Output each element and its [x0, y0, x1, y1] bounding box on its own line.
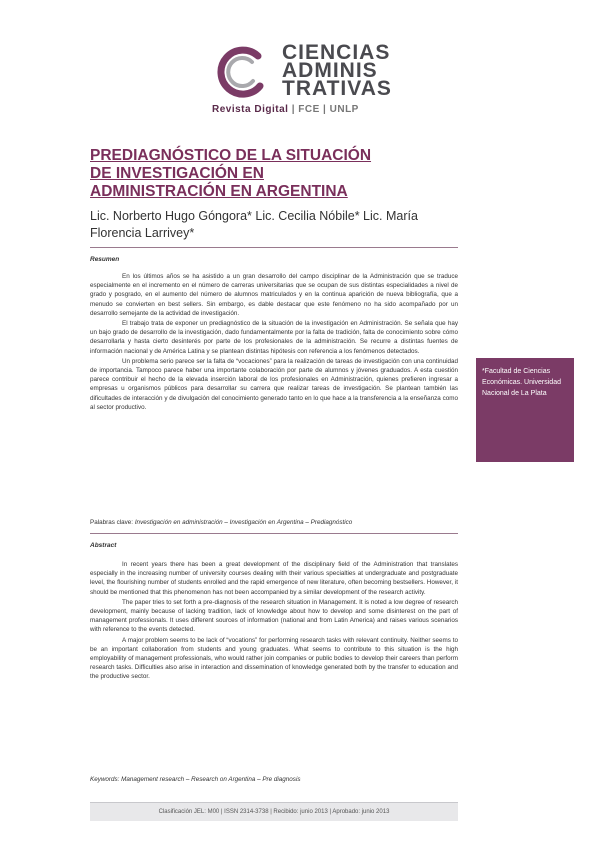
resumen-paragraph: Un problema serio parece ser la falta de “vocaciones” para la realización de tareas de investigación con una continuidad de importancia. Tampoco parece haber una importante colaboración por parte de alumnos y jóvenes graduados. A esta cuestión parece contribuir el hecho de la elevada inserción laboral de los profesionales en Administración, quienes prefieren ingresar a empresas u organismos públicos para desarrollar su carrera que realizar tareas de investigación. Se plantean también las dificultades de interacción y de divulgación del conocimiento generado tanto en lo que hace a la transferencia a la enseñanza como al sector productivo. [90, 357, 458, 411]
abstract-paragraph: The paper tries to set forth a pre-diagnosis of the research situation in Management. It is noted a low degree of research development, mainly because of lacking tradition, lack of knowledge about how to develop and some disinterest on the part of management professionals. It uses different sources of information (national and from Latin America) and raises various scenarios with reference to the events detected. [90, 598, 458, 634]
footer-bar [90, 802, 458, 821]
journal-logo [212, 40, 462, 125]
resumen-paragraph: En los últimos años se ha asistido a un gran desarrollo del campo disciplinar de la Administración que se traduce especialmente en el incremento en el número de carreras universitarias que se ocupan de sus distintas especialidades a nivel de grado y posgrado, en el aumento del número de alumnos matriculados y en la continua aparición de nueva bibliografía, que a menudo se convierten en best sellers. Sin embargo, es dable destacar que este fenómeno no ha sido acompañado por un desarrollo semejante de la actividad de investigación. [90, 273, 458, 317]
divider-top [90, 247, 458, 248]
footer-text: Clasificación JEL: M00 | ISSN 2314-3738 | Recibido: junio 2013 | Aprobado: junio 2013 [158, 809, 390, 815]
logo-emblem-icon [212, 42, 272, 102]
logo-subtitle-b: | FCE | UNLP [291, 104, 359, 115]
abstract-keywords-text: Management research – Research on Argentina – Pre diagnosis [121, 776, 301, 783]
logo-line-1: CIENCIAS [282, 41, 391, 64]
abstract-keywords-label: Keywords: [90, 776, 120, 783]
article-title: PREDIAGNÓSTICO DE LA SITUACIÓN DE INVESTIGACIÓN EN ADMINISTRACIÓN EN ARGENTINA [90, 147, 372, 200]
logo-subtitle [212, 104, 462, 115]
resumen-keywords-label: Palabras clave: [90, 519, 134, 526]
abstract-heading: Abstract [90, 542, 117, 549]
logo-line-3: TRATIVAS [282, 77, 392, 100]
abstract-body [90, 560, 458, 683]
abstract-paragraph: A major problem seems to be lack of “vocations” for performing research tasks with relevant continuity. Neither seems to be an important collaboration from students and young graduates. What seems to contribute to this situation is the high employability of management professionals, who would rather join companies or public bodies to develop their careers than perform research tasks. Difficulties also arise in interaction and dissemination of knowledge generated both by the transfer to education and the productive sector. [90, 636, 458, 681]
resumen-heading: Resumen [90, 256, 120, 263]
logo-subtitle-a: Revista Digital [212, 104, 289, 115]
resumen-keywords-text: Investigación en administración – Investigación en Argentina – Prediagnóstico [134, 519, 353, 526]
abstract-keywords [90, 775, 458, 784]
abstract-paragraph: In recent years there has been a great development of the disciplinary field of the Administration that translates especially in the increasing number of university courses dealing with their various specialties at undergraduate and postgraduate level, the flourishing number of students enrolled and the rapid emergence of new literature, often becoming bestsellers. However, it should be mentioned that this phenomenon has not been accompanied by a similar development of the research activity. [90, 561, 458, 596]
divider-middle [90, 533, 458, 534]
logo-wordmark [282, 41, 392, 100]
affiliation-box [476, 358, 574, 462]
resumen-paragraph: El trabajo trata de exponer un prediagnóstico de la situación de la investigación en Administración. Se señala que hay un bajo grado de desarrollo de la investigación, dado fundamentalmente por la falta de tradición, falta de conocimiento sobre cómo desarrollarla y hasta cierto desinterés por parte de los profesionales de la administración. Se recurre a distintas fuentes de información nacional y de América Latina y se plantean distintas hipótesis con referencia a los fenómenos detectados. [90, 320, 458, 355]
resumen-body [90, 272, 458, 413]
affiliation-text: *Facultad de Ciencias Económicas. Universidad Nacional de La Plata [482, 368, 561, 397]
article-authors: Lic. Norberto Hugo Góngora* Lic. Cecilia Nóbile* Lic. María Florencia Larrivey* [90, 209, 418, 240]
logo-line-2: ADMINIS [282, 59, 378, 82]
resumen-keywords [90, 518, 458, 527]
